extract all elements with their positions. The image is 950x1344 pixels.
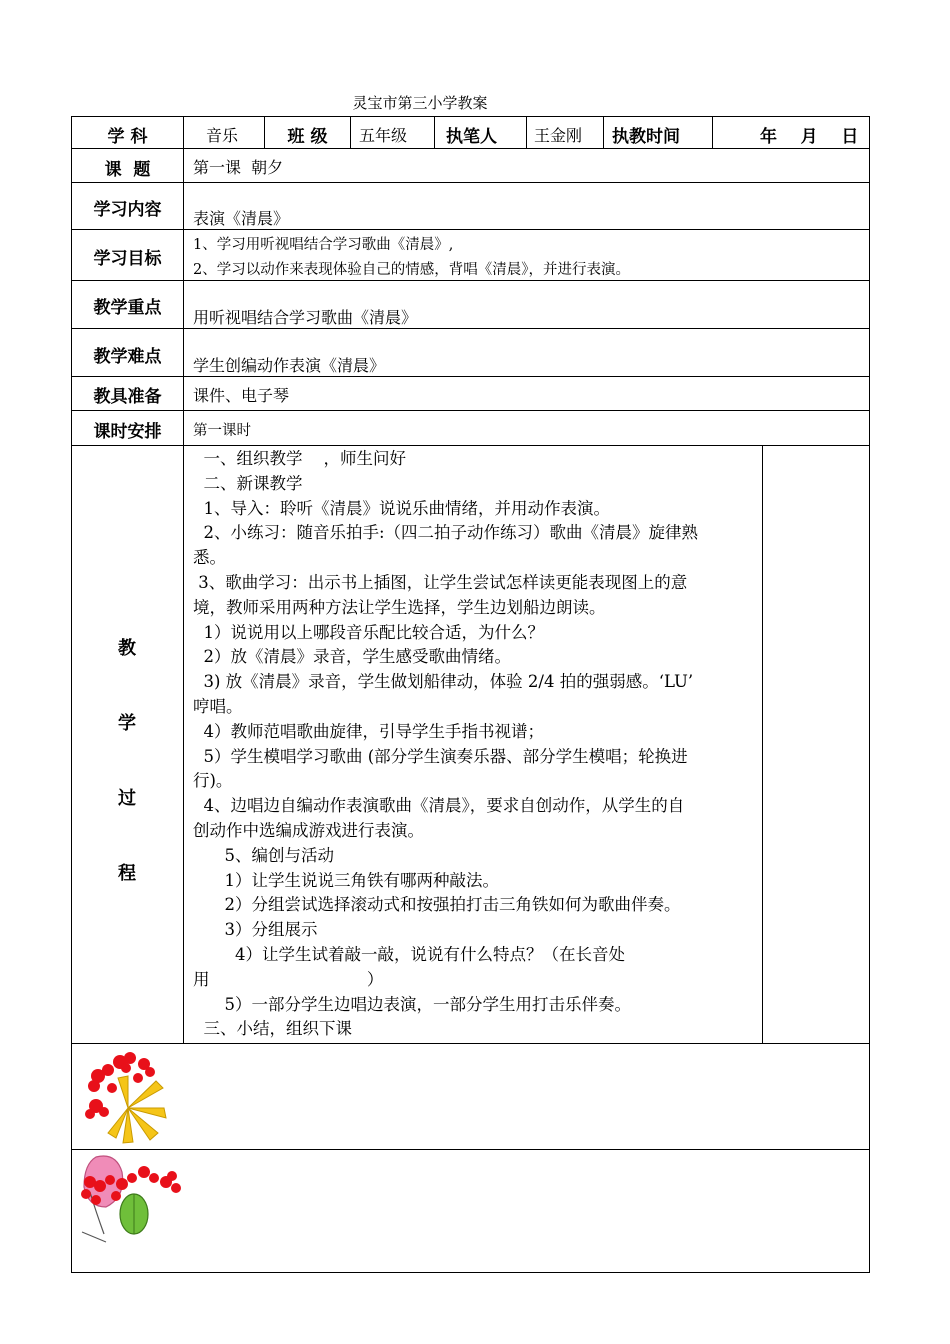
process-line: 2、小练习：随音乐拍手:（四二拍子动作练习）歌曲《清晨》旋律熟	[193, 523, 699, 543]
subject-value: 音乐	[206, 126, 239, 145]
difficulty-value: 学生创编动作表演《清晨》	[193, 356, 386, 375]
process-line: 4）教师范唱歌曲旋律，引导学生手指书视谱；	[193, 721, 544, 741]
process-line: 4、边唱边自编动作表演歌曲《清晨》，要求自创动作，从学生的自	[193, 796, 685, 816]
process-line: 4）让学生试着敲一敲，说说有什么特点？（在长音处	[193, 944, 625, 964]
goal-label: 学习目标	[93, 249, 162, 269]
difficulty-label: 教学难点	[93, 347, 162, 367]
author-value: 王金刚	[534, 126, 583, 145]
process-line: 1）说说用以上哪段音乐配比较合适，为什么？	[193, 622, 544, 642]
process-line: 悉。	[193, 548, 226, 568]
process-line: 3）分组展示	[193, 920, 318, 940]
content-value: 表演《清晨》	[193, 209, 290, 228]
process-line: 行)。	[193, 771, 233, 791]
schedule-value: 第一课时	[193, 423, 251, 439]
process-label-char-3: 过	[118, 788, 136, 809]
flower-bouquet-icon	[78, 1048, 173, 1146]
content-label: 学习内容	[93, 200, 162, 220]
schedule-label: 课时安排	[93, 422, 162, 442]
process-line: 境，教师采用两种方法让学生选择，学生边划船边朗读。	[193, 597, 606, 617]
process-label-char-4: 程	[118, 863, 136, 884]
topic-label: 课 题	[104, 160, 151, 180]
key-point-value: 用听视唱结合学习歌曲《清晨》	[193, 308, 418, 327]
tools-value: 课件、电子琴	[193, 386, 290, 405]
time-value: 年 月 日	[760, 127, 859, 147]
tools-label: 教具准备	[93, 387, 162, 407]
author-label: 执笔人	[446, 127, 497, 147]
process-line: 3) 放《清晨》录音，学生做划船律动，体验 2/4 拍的强弱感。‘LU’	[193, 672, 694, 692]
subject-label: 学 科	[107, 127, 148, 147]
rose-bouquet-icon	[76, 1152, 188, 1244]
time-label: 执教时间	[612, 127, 680, 147]
process-line: 1）让学生说说三角铁有哪两种敲法。	[193, 870, 499, 890]
goal-line-2: 2、学习以动作来表现体验自己的情感，背唱《清晨》，并进行表演。	[193, 262, 630, 278]
goal-line-1: 1、学习用听视唱结合学习歌曲《清晨》,	[193, 237, 454, 253]
process-line: 哼唱。	[193, 696, 243, 716]
process-line: 创动作中选编成游戏进行表演。	[193, 820, 424, 840]
process-line: 一、组织教学 ，师生问好	[193, 449, 406, 468]
process-line: 5）学生模唱学习歌曲 (部分学生演奏乐器、部分学生模唱；轮换进	[193, 746, 688, 766]
process-line: 用 ）	[193, 969, 384, 989]
process-label-char-2: 学	[118, 713, 136, 734]
process-line: 2）放《清晨》录音，学生感受歌曲情绪。	[193, 647, 511, 667]
process-line: 三、小结，组织下课	[193, 1019, 352, 1039]
process-line: 5、编创与活动	[193, 845, 334, 865]
document-title: 灵宝市第三小学教案	[352, 94, 488, 112]
process-line: 二、新课教学	[193, 473, 303, 493]
process-label-char-1: 教	[118, 638, 136, 659]
topic-value: 第一课 朝夕	[193, 158, 284, 177]
class-label: 班 级	[287, 127, 328, 147]
process-line: 5）一部分学生边唱边表演，一部分学生用打击乐伴奏。	[193, 994, 631, 1014]
key-point-label: 教学重点	[93, 298, 162, 318]
process-line: 3、歌曲学习：出示书上插图，让学生尝试怎样读更能表现图上的意	[193, 572, 688, 592]
process-line: 1、导入：聆听《清晨》说说乐曲情绪，并用动作表演。	[193, 498, 610, 518]
teaching-process	[193, 447, 757, 1042]
class-value: 五年级	[359, 126, 408, 145]
process-line: 2）分组尝试选择滚动式和按强拍打击三角铁如何为歌曲伴奏。	[193, 895, 681, 915]
